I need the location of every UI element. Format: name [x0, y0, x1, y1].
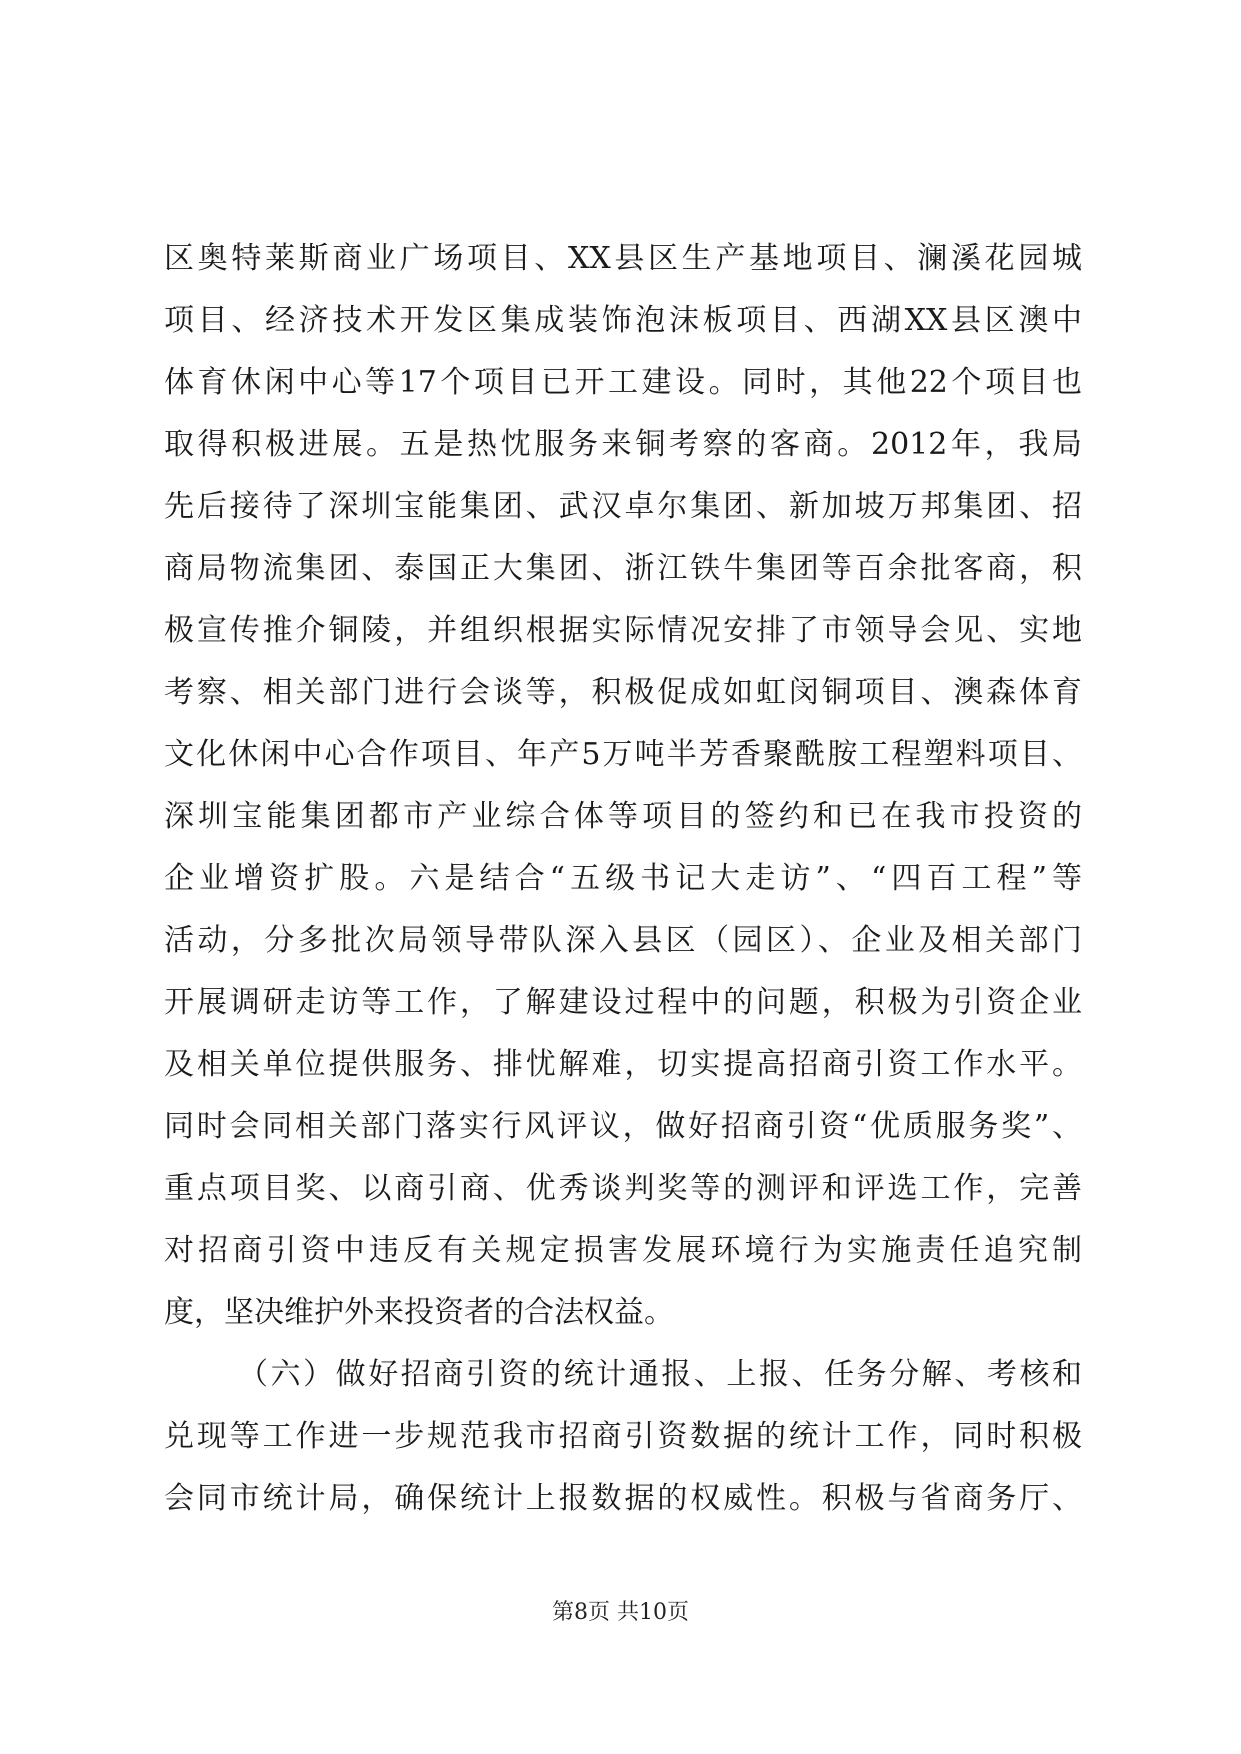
body-text: [164, 228, 1082, 1530]
text-line: 文化休闲中心合作项目、年产5万吨半芳香聚酰胺工程塑料项目、: [164, 737, 1082, 772]
text-line: 及相关单位提供服务、排忧解难，切实提高招商引资工作水平。: [164, 1047, 1082, 1082]
text-line: 项目、经济技术开发区集成装饰泡沫板项目、西湖XX县区澳中: [164, 303, 1082, 338]
text-line: 极宣传推介铜陵，并组织根据实际情况安排了市领导会见、实地: [164, 613, 1082, 648]
text-line: 区奥特莱斯商业广场项目、XX县区生产基地项目、澜溪花园城: [164, 241, 1082, 276]
text-line: 取得积极进展。五是热忱服务来铜考察的客商。2012年，我局: [164, 427, 1082, 462]
text-line: 商局物流集团、泰国正大集团、浙江铁牛集团等百余批客商，积: [164, 551, 1082, 586]
page-number-footer: 第8页 共10页: [552, 1600, 689, 1625]
text-line: 兑现等工作进一步规范我市招商引资数据的统计工作，同时积极: [164, 1419, 1082, 1454]
text-line: 重点项目奖、以商引商、优秀谈判奖等的测评和评选工作，完善: [164, 1171, 1082, 1206]
text-line: 体育休闲中心等17个项目已开工建设。同时，其他22个项目也: [164, 365, 1082, 400]
text-line: 对招商引资中违反有关规定损害发展环境行为实施责任追究制: [164, 1233, 1082, 1268]
text-line: 会同市统计局，确保统计上报数据的权威性。积极与省商务厅、: [164, 1481, 1082, 1516]
text-line: 活动，分多批次局领导带队深入县区（园区）、企业及相关部门: [164, 923, 1082, 958]
text-line: 先后接待了深圳宝能集团、武汉卓尔集团、新加坡万邦集团、招: [164, 489, 1082, 524]
text-line: 同时会同相关部门落实行风评议，做好招商引资“优质服务奖”、: [164, 1109, 1082, 1144]
text-line: 考察、相关部门进行会谈等，积极促成如虹闵铜项目、澳森体育: [164, 675, 1082, 710]
text-line: 深圳宝能集团都市产业综合体等项目的签约和已在我市投资的: [164, 799, 1082, 834]
text-line: 开展调研走访等工作，了解建设过程中的问题，积极为引资企业: [164, 985, 1082, 1020]
section-heading-line: （六）做好招商引资的统计通报、上报、任务分解、考核和: [238, 1357, 1082, 1392]
paragraph-last-line: 度，坚决维护外来投资者的合法权益。: [164, 1295, 674, 1330]
text-line: 企业增资扩股。六是结合“五级书记大走访”、“四百工程”等: [164, 861, 1082, 896]
